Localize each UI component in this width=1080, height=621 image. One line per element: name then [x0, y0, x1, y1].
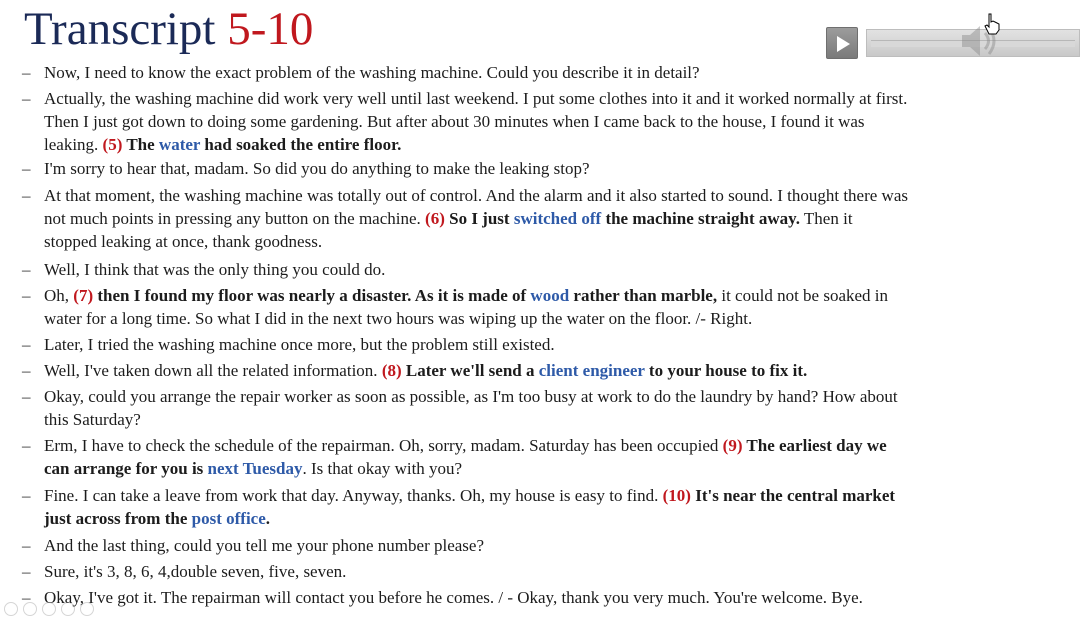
- text-segment: Then it: [799, 209, 853, 228]
- text-segment: And the last thing, could you tell me your phone number please?: [44, 536, 485, 555]
- bullet-dash: –: [22, 387, 31, 406]
- text-line: [44, 586, 863, 609]
- text-line: [44, 359, 807, 382]
- text-segment: Now, I need to know the exact problem of the washing machine. Could you describe it in detail?: [44, 63, 700, 82]
- text-segment: Okay, could you arrange the repair worker as soon as possible, as I'm too busy at work to do the laundry by hand? How about: [44, 387, 898, 406]
- question-number: (6): [425, 209, 445, 228]
- text-segment: just across from the: [44, 509, 192, 528]
- text-segment: it could not be soaked in: [717, 286, 889, 305]
- text-segment: had soaked the entire floor.: [200, 135, 402, 154]
- bullet-dash: –: [22, 89, 31, 108]
- text-segment: leaking.: [44, 135, 103, 154]
- toolbar-pen-icon[interactable]: [23, 602, 37, 616]
- text-segment: At that moment, the washing machine was totally out of control. And the alarm and it also started to sound. I thought there was: [44, 186, 908, 205]
- text-line: [44, 284, 888, 307]
- question-number: (8): [381, 361, 402, 380]
- text-segment: Sure, it's 3, 8, 6, 4,double seven, five, seven.: [44, 562, 347, 581]
- text-line: [44, 110, 907, 133]
- bullet-dash: –: [22, 286, 31, 305]
- text-segment: Well, I think that was the only thing you could do.: [44, 260, 386, 279]
- text-line: [44, 333, 555, 356]
- text-line: [44, 207, 908, 230]
- text-line: [44, 157, 590, 180]
- play-button[interactable]: [826, 27, 858, 59]
- line-text: [44, 258, 385, 281]
- text-segment: can arrange for you is: [44, 459, 208, 478]
- text-segment: I'm sorry to hear that, madam. So did you do anything to make the leaking stop?: [44, 159, 590, 178]
- slide-toolbar: [4, 602, 144, 619]
- hand-cursor-icon: [984, 13, 1000, 35]
- text-line: [44, 133, 907, 156]
- bullet-dash: –: [22, 260, 31, 279]
- question-number: (9): [722, 436, 743, 455]
- text-line: [44, 457, 887, 480]
- line-text: [44, 586, 863, 609]
- text-segment: the machine straight away.: [601, 209, 800, 228]
- text-segment: The earliest day we: [742, 436, 887, 455]
- bullet-dash: –: [22, 361, 31, 380]
- text-line: [44, 560, 346, 583]
- text-segment: Erm, I have to check the schedule of the repairman. Oh, sorry, madam. Saturday has been occupied: [44, 436, 723, 455]
- line-text: [44, 560, 346, 583]
- text-line: [44, 434, 887, 457]
- text-segment: Oh,: [44, 286, 74, 305]
- bullet-dash: –: [22, 186, 31, 205]
- toolbar-back-icon[interactable]: [4, 602, 18, 616]
- text-line: [44, 507, 895, 530]
- answer-keyword: next Tuesday: [207, 459, 303, 478]
- text-line: [44, 258, 385, 281]
- answer-keyword: water: [158, 135, 201, 154]
- line-text: [44, 157, 590, 180]
- text-line: [44, 484, 895, 507]
- bullet-dash: –: [22, 536, 31, 555]
- bullet-dash: –: [22, 159, 31, 178]
- text-segment: rather than marble,: [569, 286, 718, 305]
- toolbar-grid-icon[interactable]: [42, 602, 56, 616]
- text-segment: not much points in pressing any button on the machine.: [44, 209, 426, 228]
- text-segment: to your house to fix it.: [644, 361, 808, 380]
- question-number: (10): [662, 486, 691, 505]
- bullet-dash: –: [22, 588, 31, 607]
- audio-player: [826, 27, 1080, 59]
- text-segment: .: [265, 509, 271, 528]
- text-line: [44, 230, 908, 253]
- answer-keyword: switched off: [513, 209, 602, 228]
- toolbar-zoom-icon[interactable]: [61, 602, 75, 616]
- text-segment: . Is that okay with you?: [302, 459, 463, 478]
- text-segment: then I found my floor was nearly a disaster. As it is made of: [93, 286, 531, 305]
- text-segment: The: [122, 135, 159, 154]
- page-title: [24, 2, 313, 56]
- text-line: [44, 61, 700, 84]
- bullet-dash: –: [22, 486, 31, 505]
- answer-keyword: wood: [530, 286, 570, 305]
- text-segment: Well, I've taken down all the related information.: [44, 361, 382, 380]
- text-segment: Okay, I've got it. The repairman will contact you before he comes. / - Okay, thank you very much. You're welcome. Bye.: [44, 588, 863, 607]
- text-segment: So I just: [444, 209, 514, 228]
- title-number: 5-10: [227, 3, 314, 55]
- question-number: (5): [102, 135, 123, 154]
- text-segment: Later, I tried the washing machine once more, but the problem still existed.: [44, 335, 555, 354]
- line-text: [44, 359, 807, 382]
- line-text: [44, 284, 888, 330]
- text-segment: this Saturday?: [44, 410, 141, 429]
- toolbar-more-icon[interactable]: [80, 602, 94, 616]
- text-segment: Fine. I can take a leave from work that day. Anyway, thanks. Oh, my house is easy to find.: [44, 486, 663, 505]
- title-word: Transcript: [24, 3, 216, 55]
- line-text: [44, 333, 555, 356]
- line-text: [44, 434, 887, 480]
- line-text: [44, 61, 700, 84]
- text-line: [44, 385, 898, 408]
- text-segment: water for a long time. So what I did in the next two hours was wiping up the water on the floor. /- Right.: [44, 309, 753, 328]
- line-text: [44, 385, 898, 431]
- text-line: [44, 307, 888, 330]
- text-line: [44, 184, 908, 207]
- answer-keyword: client engineer: [538, 361, 645, 380]
- text-segment: stopped leaking at once, thank goodness.: [44, 232, 323, 251]
- bullet-dash: –: [22, 63, 31, 82]
- text-segment: Later we'll send a: [401, 361, 539, 380]
- line-text: [44, 534, 484, 557]
- text-line: [44, 534, 484, 557]
- line-text: [44, 184, 908, 253]
- text-segment: Then I just got down to doing some gardening. But after about 30 minutes when I came back to the house, I found it was: [44, 112, 865, 131]
- line-text: [44, 87, 907, 156]
- bullet-dash: –: [22, 335, 31, 354]
- line-text: [44, 484, 895, 530]
- text-segment: It's near the central market: [690, 486, 896, 505]
- bullet-dash: –: [22, 436, 31, 455]
- answer-keyword: post office: [191, 509, 266, 528]
- text-line: [44, 408, 898, 431]
- question-number: (7): [73, 286, 94, 305]
- text-line: [44, 87, 907, 110]
- bullet-dash: –: [22, 562, 31, 581]
- text-segment: Actually, the washing machine did work very well until last weekend. I put some clothes into it and it worked normally at first.: [44, 89, 908, 108]
